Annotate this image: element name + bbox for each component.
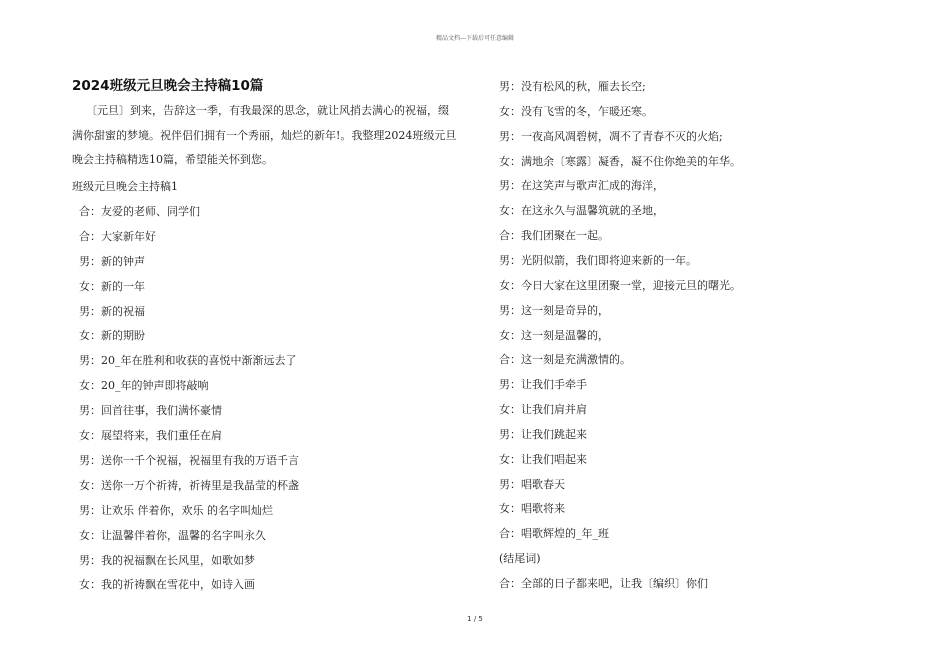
script-line: 男：唱歌春天 [499,477,565,491]
script-line: (结尾词) [499,552,541,566]
script-line: 女：唱歌将来 [499,502,565,516]
page-number: 1 / 5 [467,615,483,623]
script-line: 女：展望将来，我们重任在肩 [79,429,222,442]
header-note: 精品文档---下载后可任意编辑 [435,35,515,42]
script-line: 女：今日大家在这里团聚一堂，迎接元旦的曙光。 [499,278,741,292]
script-line: 女：满地余〔寒露〕凝香，凝不住你绝美的年华。 [499,154,741,168]
script-line: 合：我们团聚在一起。 [499,229,609,243]
script-line: 男：20_年在胜利和收获的喜悦中渐渐远去了 [79,354,297,368]
script-line: 女：让温馨伴着你，温馨的名字叫永久 [79,528,266,542]
script-line: 班级元旦晚会主持稿1 [72,180,178,193]
script-line: 男：让我们手牵手 [499,378,587,392]
script-line: 合：友爱的老师、同学们 [79,204,200,218]
script-line: 女：在这永久与温馨筑就的圣地， [499,204,664,218]
script-line: 女：20_年的钟声即将敲响 [79,379,209,393]
intro-line: 晚会主持稿精选10篇，希望能关怀到您。 [72,153,273,166]
script-line: 女：送你一万个祈祷，祈祷里是我晶莹的杯盏 [79,478,299,492]
page-title: 2024班级元旦晚会主持稿10篇 [72,78,264,94]
script-line: 合：大家新年好 [79,229,156,243]
intro-paragraph [72,99,457,173]
script-line: 男：光阴似箭，我们即将迎来新的一年。 [499,253,697,267]
script-line: 男：在这笑声与歌声汇成的海洋， [499,179,664,193]
intro-line: 〔元旦〕到来，告辞这一季，有我最深的思念，就让风捎去满心的祝福，缀 [86,104,449,117]
script-line: 男：我的祝福飘在长风里，如歌如梦 [79,553,255,567]
script-line: 合：唱歌辉煌的_年_班 [499,527,609,541]
script-line: 合：这一刻是充满激情的。 [499,353,631,367]
script-line: 女：这一刻是温馨的， [499,328,609,342]
script-line: 男：让我们跳起来 [499,427,587,441]
script-line: 男：新的祝福 [79,304,145,318]
script-line: 男：让欢乐 伴着你，欢乐 的名字叫灿烂 [79,503,273,517]
script-line: 女：我的祈祷飘在雪花中，如诗入画 [79,578,255,592]
script-line: 男：回首往事，我们满怀豪情 [79,404,222,418]
script-line: 女：让我们肩并肩 [499,403,587,417]
script-line: 男：这一刻是奇异的， [499,303,609,317]
script-line: 男：送你一千个祝福，祝福里有我的万语千言 [79,453,299,467]
script-line: 合：全部的日子都来吧，让我〔编织〕你们 [499,577,708,590]
script-line: 男：一夜高风凋碧树，凋不了青春不灭的火焰; [499,129,723,143]
script-line: 男：没有松风的秋，雁去长空; [499,80,646,93]
script-line: 女：没有飞雪的冬，乍暖还寒。 [499,104,653,118]
intro-line: 满你甜蜜的梦境。祝伴侣们拥有一个秀丽，灿烂的新年!。我整理2024班级元旦 [72,128,457,142]
script-line: 女：新的期盼 [79,329,145,343]
script-line: 男：新的钟声 [79,254,145,268]
script-line: 女：新的一年 [79,279,145,293]
script-line: 女：让我们唱起来 [499,452,587,466]
